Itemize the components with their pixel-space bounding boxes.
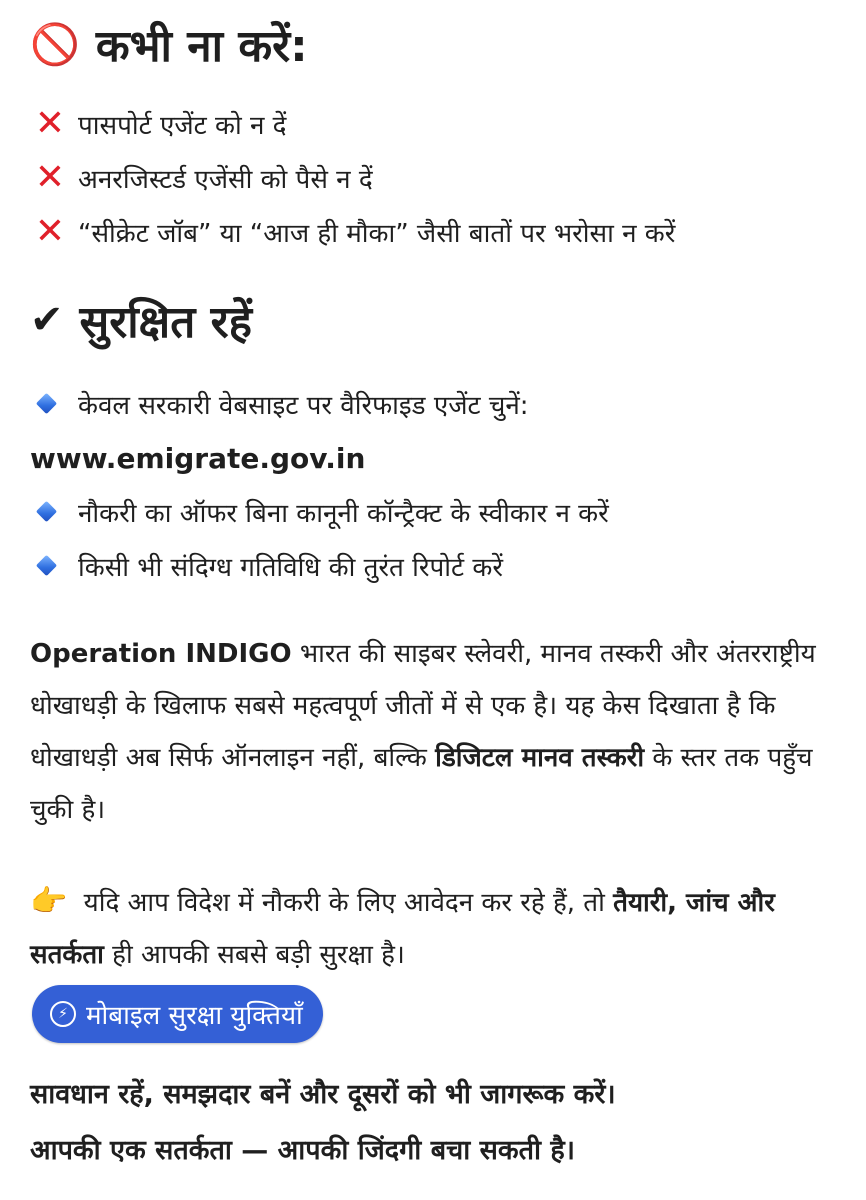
cross-mark-icon: ✕ — [34, 157, 66, 198]
safe-heading-text: सुरक्षित रहें — [79, 297, 252, 348]
operation-name: Operation INDIGO — [30, 639, 292, 669]
tip-item-text: किसी भी संदिग्ध गतिविधि की तुरंत रिपोर्ट करें — [78, 553, 503, 583]
safe-heading — [30, 290, 252, 350]
warn-item-text: पासपोर्ट एजेंट को न दें — [78, 111, 287, 141]
summary-text-1: भारत की साइबर स्लेवरी, मानव तस्करी और अंतरराष्ट्रीय धोखाधड़ी के खिलाफ सबसे महत्वपूर्ण जीतों में से एक है। यह केस दिखाता है कि धोखाधड़ी अब सिर्फ ऑनलाइन नहीं, बल्कि — [30, 639, 816, 773]
tip-item-text: नौकरी का ऑफर बिना कानूनी कॉन्ट्रैक्ट के स्वीकार न करें — [78, 499, 609, 529]
check-mark-icon: ✔ — [30, 297, 64, 343]
prohibited-icon: 🚫 — [30, 21, 80, 68]
closing-line-1: सावधान रहें, समझदार बनें और दूसरों को भी जागरूक करें। — [30, 1079, 616, 1110]
list-item — [30, 157, 373, 198]
blue-diamond-icon — [36, 393, 58, 415]
blue-diamond-icon — [36, 555, 58, 577]
warn-item-text: अनरजिस्टर्ड एजेंसी को पैसे न दें — [78, 165, 373, 195]
list-item — [30, 211, 676, 252]
mobile-security-tips-tag[interactable] — [32, 985, 323, 1043]
summary-paragraph — [30, 628, 820, 836]
lightning-bolt-icon: ⚡ — [50, 1001, 76, 1027]
advice-paragraph — [30, 876, 820, 981]
summary-text-2: के स्तर तक पहुँच चुकी है। — [30, 743, 813, 825]
summary-emphasis: डिजिटल मानव तस्करी — [435, 743, 645, 773]
tag-label: मोबाइल सुरक्षा युक्तियाँ — [86, 1001, 303, 1031]
advice-emphasis: तैयारी, जांच और सतर्कता — [30, 888, 775, 970]
pointing-hand-icon: 👉 — [30, 884, 68, 919]
list-item — [30, 386, 529, 422]
warn-item-text: “सीक्रेट जॉब” या “आज ही मौका” जैसी बातों पर भरोसा न करें — [78, 219, 676, 249]
never-heading — [30, 14, 308, 74]
cross-mark-icon: ✕ — [34, 103, 66, 144]
advice-text-1: यदि आप विदेश में नौकरी के लिए आवेदन कर रहे हैं, तो — [75, 888, 614, 918]
never-heading-text: कभी ना करें: — [95, 21, 308, 72]
list-item — [30, 548, 503, 584]
closing-line-2: आपकी एक सतर्कता — आपकी जिंदगी बचा सकती है। — [30, 1135, 575, 1166]
list-item — [30, 103, 287, 144]
tip-item-text: केवल सरकारी वेबसाइट पर वैरिफाइड एजेंट चुनें: — [78, 391, 529, 421]
advice-text-2: ही आपकी सबसे बड़ी सुरक्षा है। — [103, 940, 405, 970]
emigrate-link[interactable]: www.emigrate.gov.in — [30, 442, 366, 475]
list-item — [30, 494, 609, 530]
blue-diamond-icon — [36, 501, 58, 523]
cross-mark-icon: ✕ — [34, 211, 66, 252]
